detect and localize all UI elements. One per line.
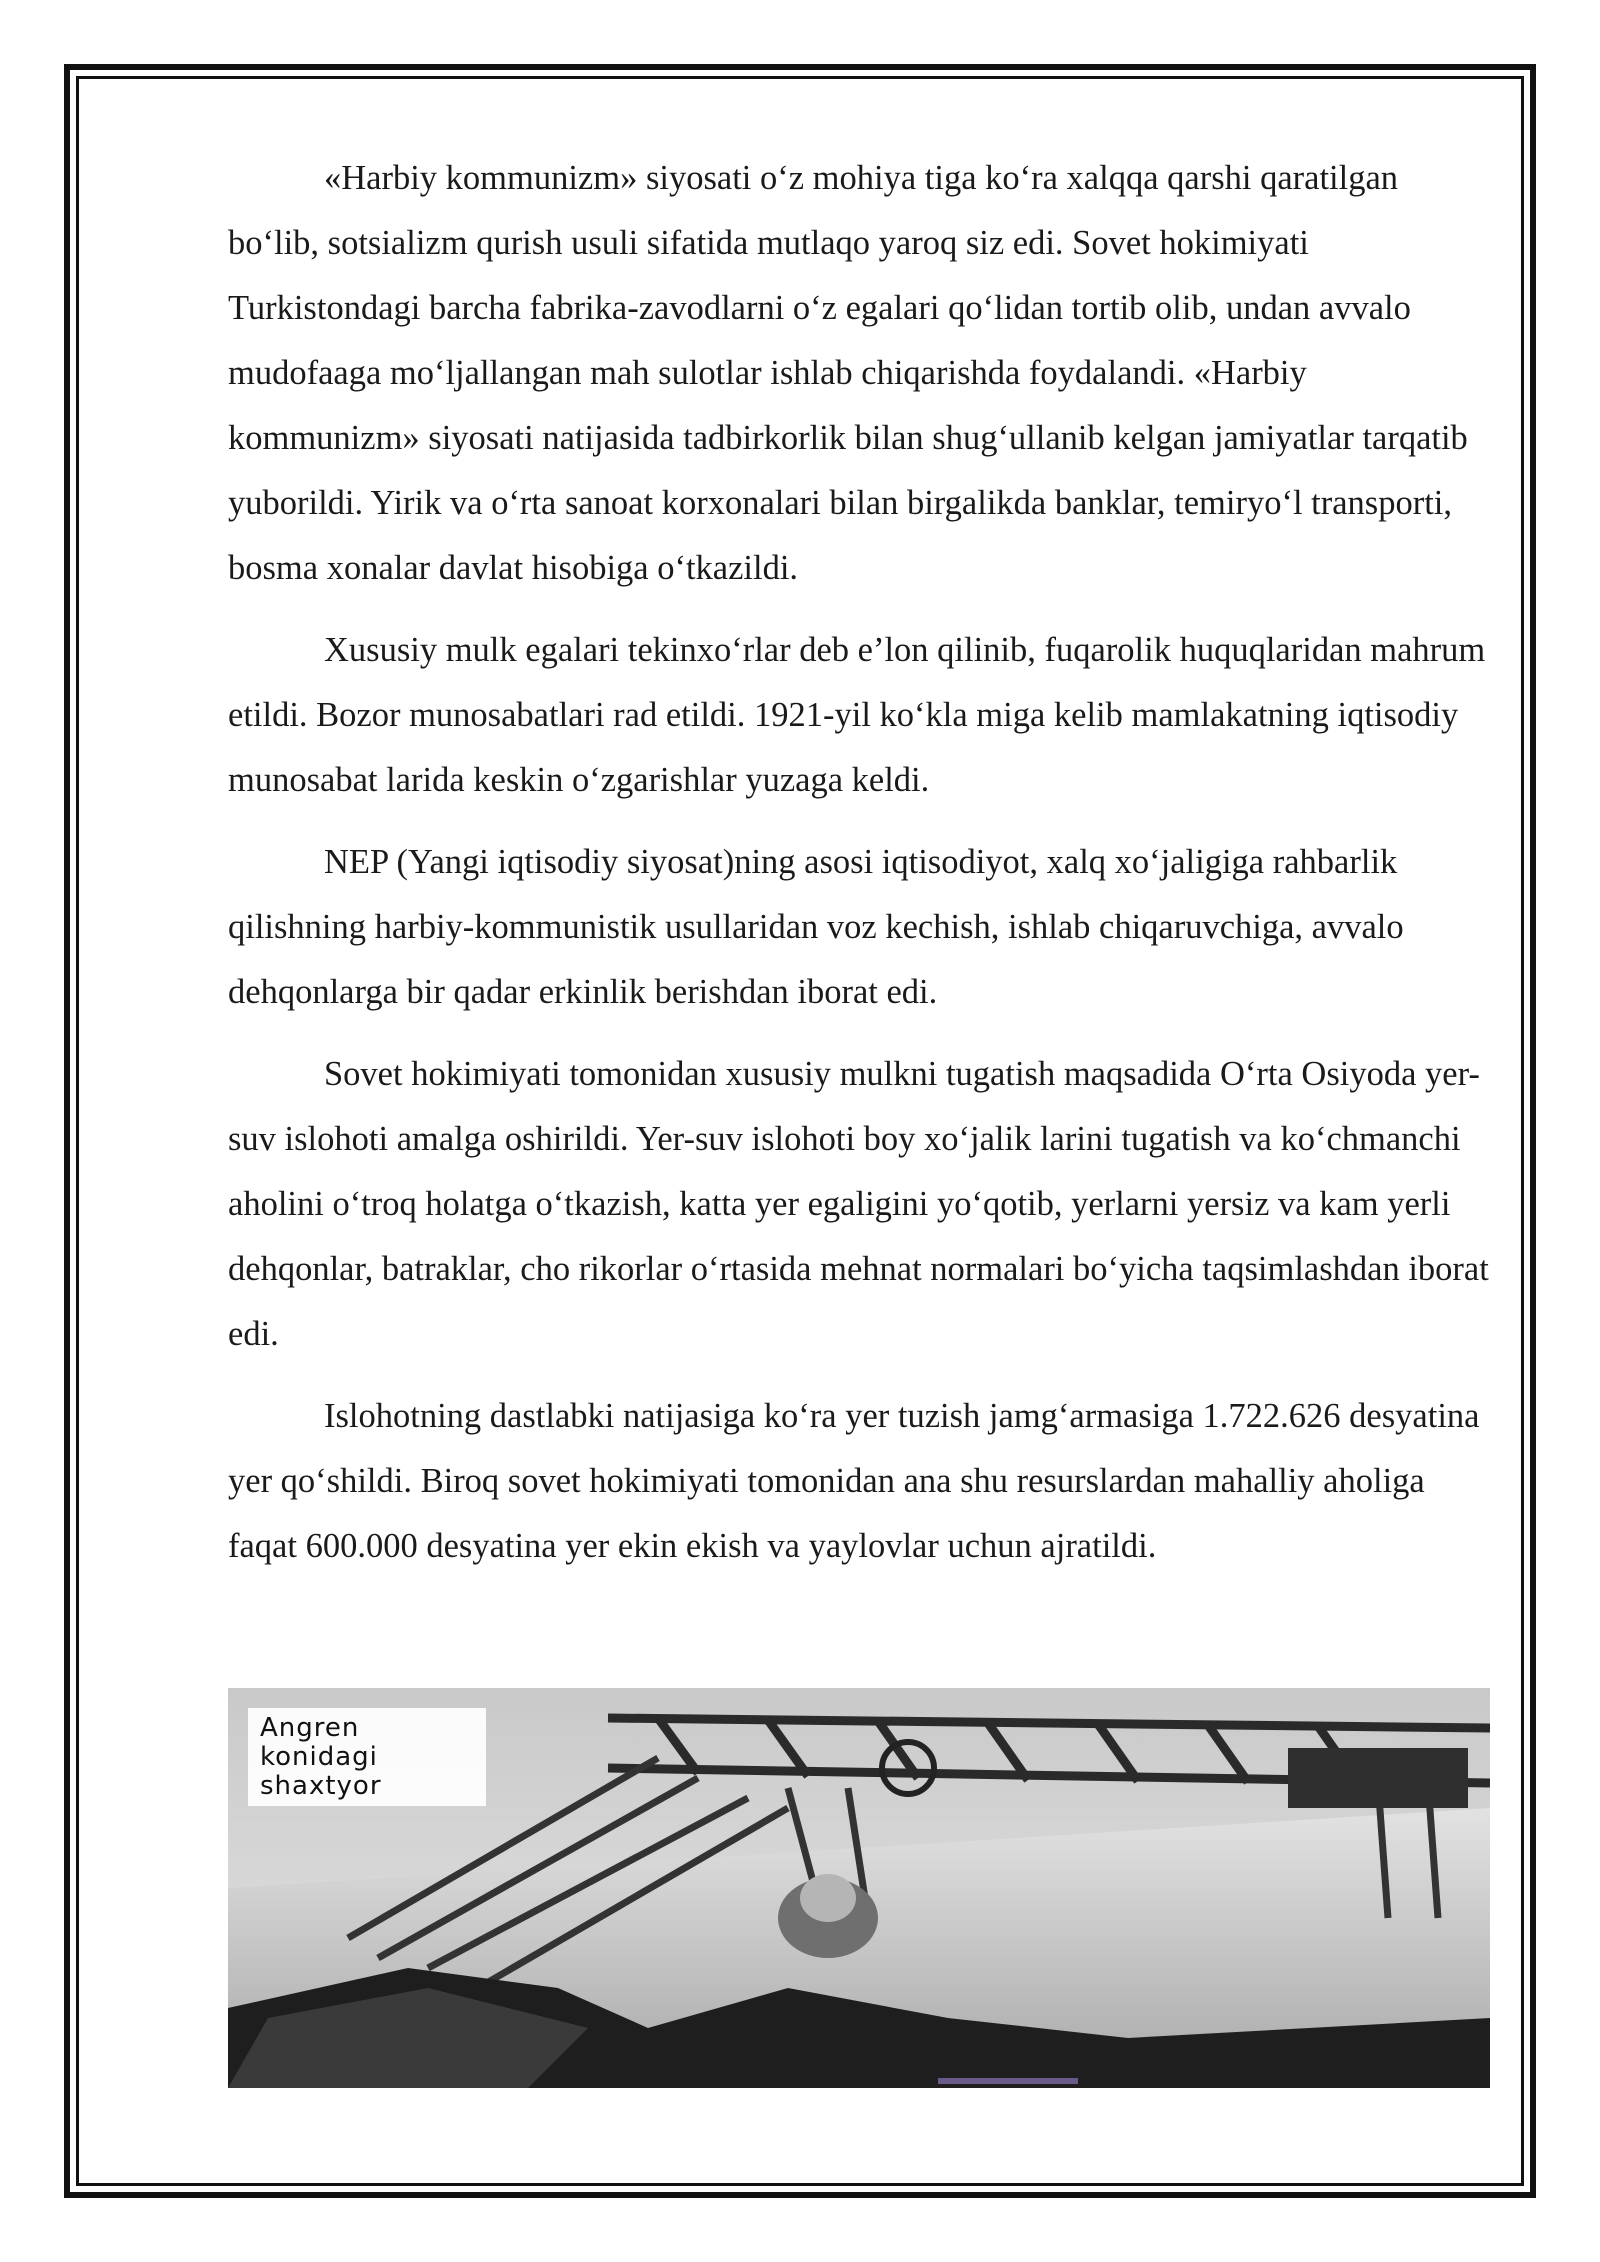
paragraph-1: «Harbiy kommunizm» siyosati oʻz mohiya tiga koʻra xalqqa qarshi qaratilgan boʻlib, sotsializm qurish usuli sifatida mutlaqo yaroq siz edi. Sovet hokimiyati Turkistondagi barcha fabrika-zavodlarni oʻz egalari qoʻlidan tortib olib, undan avvalo mudofaaga moʻljallangan mah sulotlar ishlab chiqarishda foydalandi. «Harbiy kommunizm» siyosati natijasida tadbirkorlik bilan shugʻullanib kelgan jamiyatlar tarqatib yuborildi. Yirik va oʻrta sanoat korxonalari bilan birgalikda banklar, temiryoʻl transporti, bosma xonalar davlat hisobiga oʻtkazildi. [228, 159, 1468, 587]
paragraph-5: Islohotning dastlabki natijasiga koʻra yer tuzish jamgʻarmasiga 1.722.626 desyatina yer qoʻshildi. Biroq sovet hokimiyati tomonidan ana shu resurslardan mahalliy aholiga faqat 600.000 desyatina yer ekin ekish va yaylovlar uchun ajratildi. [228, 1397, 1480, 1565]
photo-caption [248, 1708, 486, 1806]
caption-line-3: shaxtyor [260, 1771, 382, 1801]
paragraph-3: NEP (Yangi iqtisodiy siyosat)ning asosi iqtisodiyot, xalq xoʻjaligiga rahbarlik qilishning harbiy-kommunistik usullaridan voz kechish, ishlab chiqaruvchiga, avvalo dehqonlarga bir qadar erkinlik berishdan iborat edi. [228, 843, 1404, 1011]
caption-line-2: konidagi [260, 1742, 378, 1772]
paragraph-2: Xususiy mulk egalari tekinxoʻrlar deb e’lon qilinib, fuqarolik huquqlaridan mahrum etildi. Bozor munosabatlari rad etildi. 1921-yil koʻkla miga kelib mamlakatning iqtisodiy munosabat larida keskin oʻzgarishlar yuzaga keldi. [228, 631, 1486, 799]
miner-photo [228, 1688, 1490, 2088]
paragraph-4: Sovet hokimiyati tomonidan xususiy mulkni tugatish maqsadida Oʻrta Osiyoda yer-suv islohoti amalga oshirildi. Yer-suv islohoti boy xoʻjalik larini tugatish va koʻchmanchi aholini oʻtroq holatga oʻtkazish, katta yer egaligini yoʻqotib, yerlarni yersiz va kam yerli dehqonlar, batraklar, cho rikorlar oʻrtasida mehnat normalari boʻyicha taqsimlashdan iborat edi. [228, 1055, 1489, 1353]
caption-line-1: Angren [260, 1713, 360, 1743]
document-body [228, 146, 1490, 1596]
